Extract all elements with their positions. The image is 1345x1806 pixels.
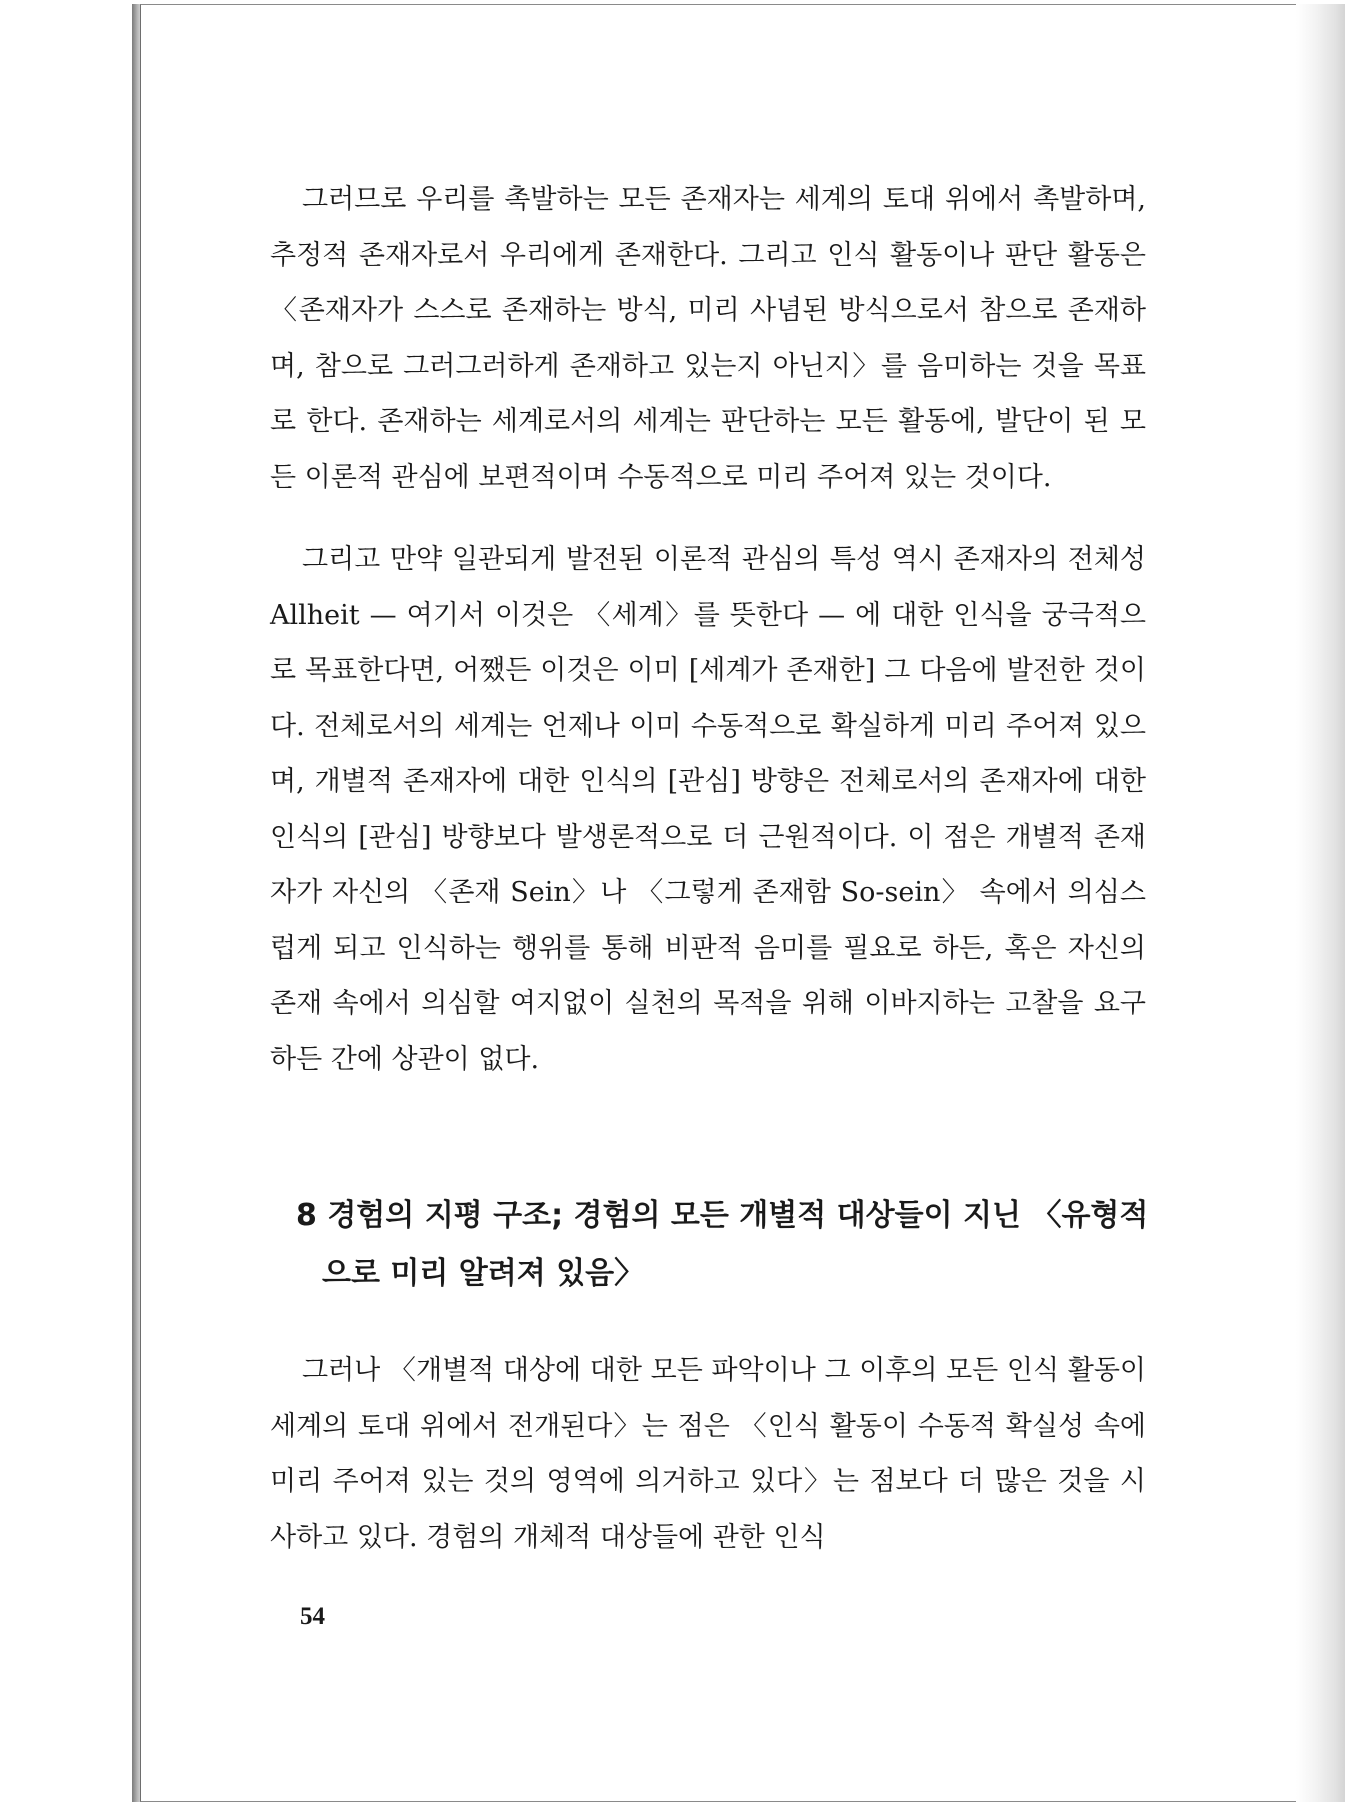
page-number: 54 (300, 1603, 325, 1630)
section-heading: 8 경험의 지평 구조; 경험의 모든 개별적 대상들이 지닌 〈유형적으로 미리 알려져 있음〉 (296, 1198, 1149, 1291)
body-paragraph-1: 그러므로 우리를 촉발하는 모든 존재자는 세계의 토대 위에서 촉발하며, 추정적 존재자로서 우리에게 존재한다. 그리고 인식 활동이나 판단 활동은 〈존재자가 스스로 존재하는 방식, 미리 사념된 방식으로서 참으로 존재하며, 참으로 그러그러하게 존재하고 있는지 아닌지〉를 음미하는 것을 목표로 한다. 존재하는 세계로서의 세계는 판단하는 모든 활동에, 발단이 된 모든 이론적 관심에 보편적이며 수동적으로 미리 주어져 있는 것이다. (270, 184, 1146, 493)
body-paragraph-2: 그리고 만약 일관되게 발전된 이론적 관심의 특성 역시 존재자의 전체성 Allheit — 여기서 이것은 〈세계〉를 뜻한다 — 에 대한 인식을 궁극적으로 목표한다면, 어쨌든 이것은 이미 [세계가 존재한] 그 다음에 발전한 것이다. 전체로서의 세계는 언제나 이미 수동적으로 확실하게 미리 주어져 있으며, 개별적 존재자에 대한 인식의 [관심] 방향은 전체로서의 존재자에 대한 인식의 [관심] 방향보다 발생론적으로 더 근원적이다. 이 점은 개별적 존재자가 자신의 〈존재 Sein〉나 〈그렇게 존재함 So-sein〉 속에서 의심스럽게 되고 인식하는 행위를 통해 비판적 음미를 필요로 하든, 혹은 자신의 존재 속에서 의심할 여지없이 실천의 목적을 위해 이바지하는 고찰을 요구하든 간에 상관이 없다. (270, 544, 1146, 1075)
page-right-edge (1296, 4, 1345, 1802)
body-paragraph-3: 그러나 〈개별적 대상에 대한 모든 파악이나 그 이후의 모든 인식 활동이 세계의 토대 위에서 전개된다〉는 점은 〈인식 활동이 수동적 확실성 속에 미리 주어져 있는 것의 영역에 의거하고 있다〉는 점보다 더 많은 것을 시사하고 있다. 경험의 개체적 대상들에 관한 인식 (270, 1355, 1146, 1553)
